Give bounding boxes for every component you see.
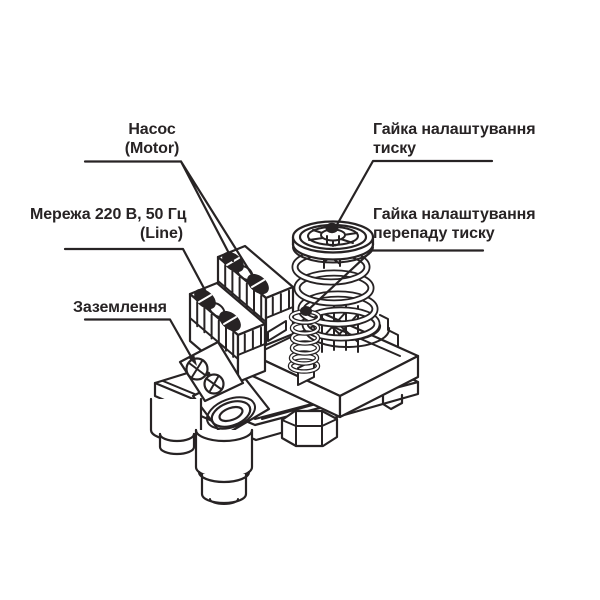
label-power-line <box>30 205 187 243</box>
label-grounding-line1: Заземлення <box>73 299 167 316</box>
label-pressure-nut <box>373 120 535 158</box>
label-pressure-nut-line2: тиску <box>373 140 416 157</box>
label-motor-line1: Насос <box>128 121 176 138</box>
leader-grounding <box>85 320 193 361</box>
hex-boss <box>282 411 337 446</box>
leader-power <box>65 249 206 292</box>
label-pressure-nut-line1: Гайка налаштування <box>373 121 536 138</box>
pressure-nut-marker <box>326 223 339 233</box>
label-motor-line2: (Motor) <box>124 140 180 157</box>
label-motor <box>117 120 187 158</box>
label-power-line2: (Line) <box>140 225 183 242</box>
label-power-line1: Мережа 220 В, 50 Гц <box>30 206 187 223</box>
differential-nut-marker <box>300 306 312 316</box>
differential-spring <box>290 312 319 372</box>
label-differential-nut-line1: Гайка налаштування <box>373 206 536 223</box>
label-grounding <box>73 298 167 317</box>
pressure-spring <box>295 252 377 338</box>
label-differential-nut-line2: перепаду тиску <box>373 225 495 242</box>
label-differential-nut <box>373 205 535 243</box>
